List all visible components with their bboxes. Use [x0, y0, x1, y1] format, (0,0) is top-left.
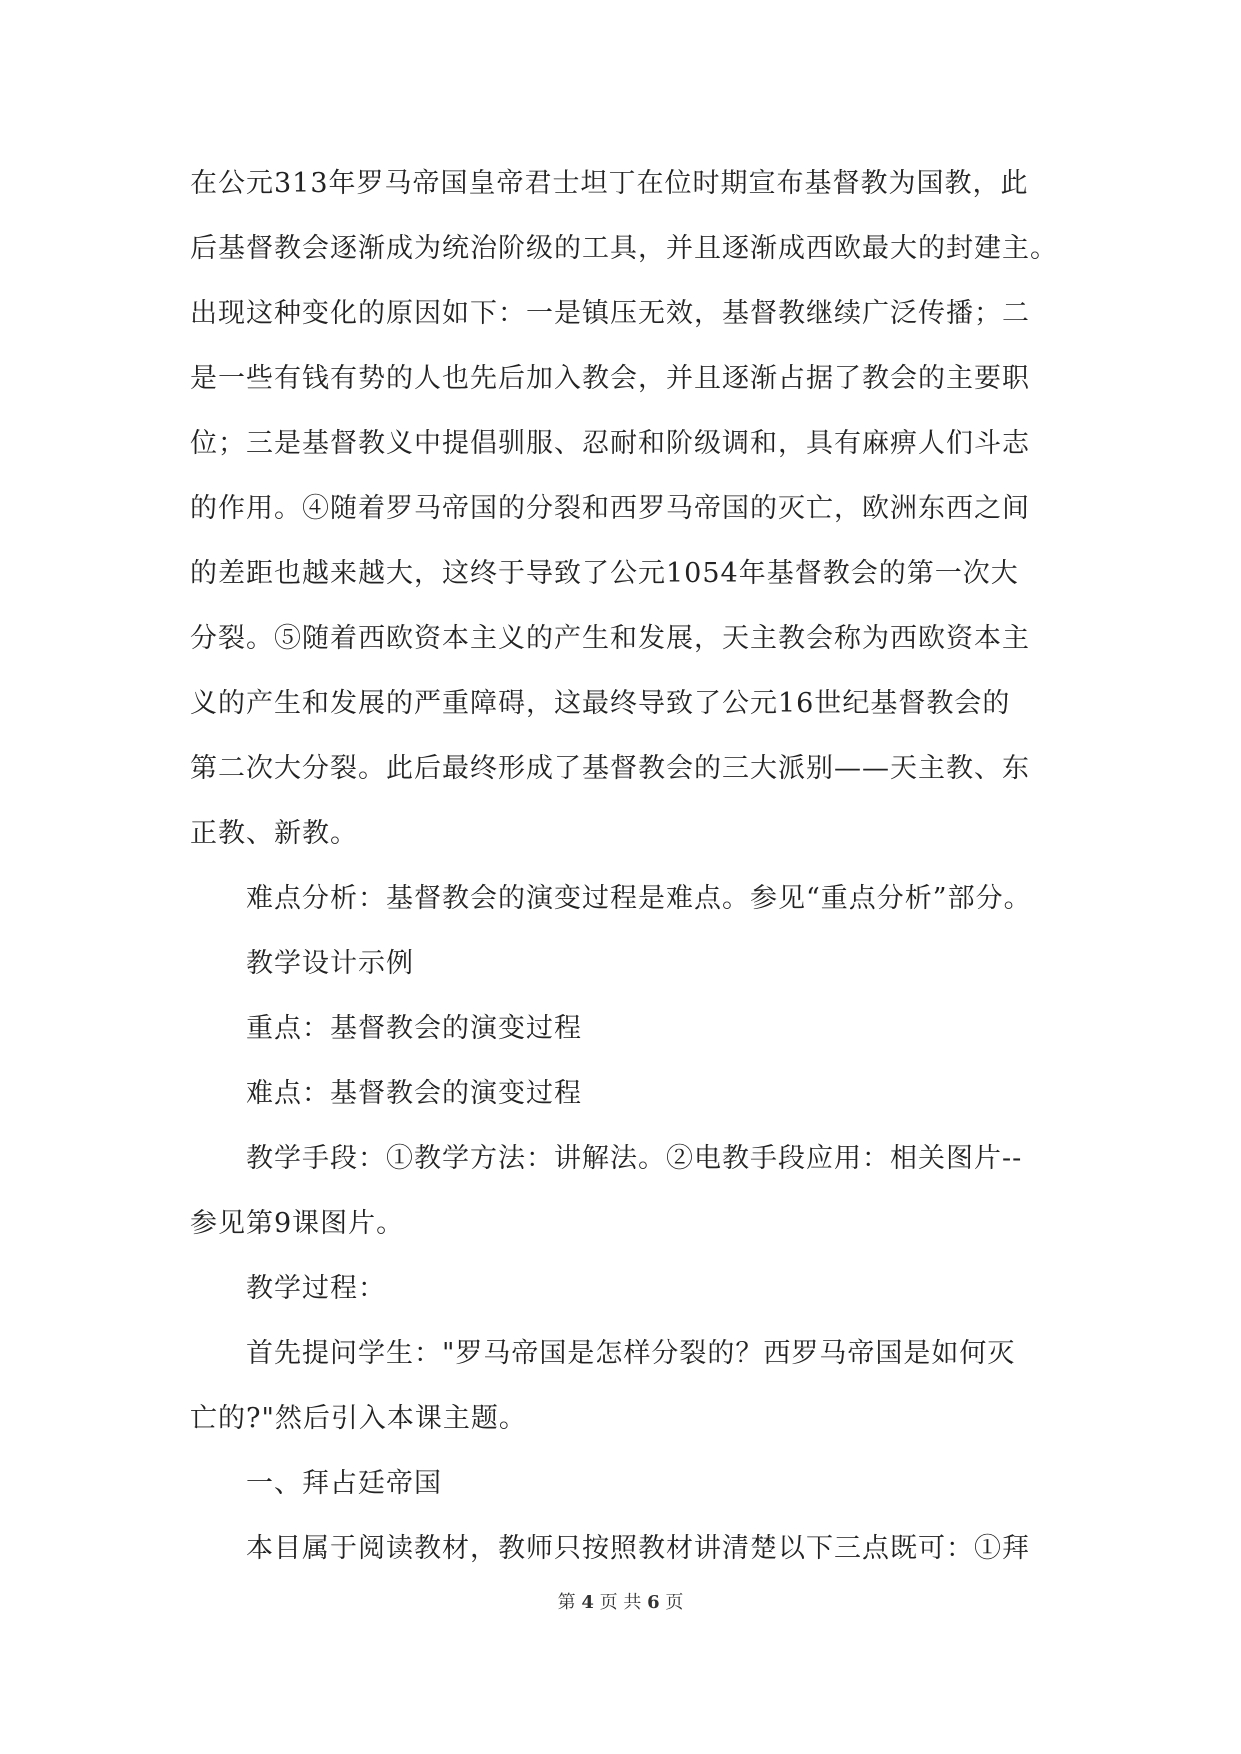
- paragraph-line: 义的产生和发展的严重障碍，这最终导致了公元16世纪基督教会的: [190, 688, 1011, 719]
- paragraph-line: 的作用。④随着罗马帝国的分裂和西罗马帝国的灭亡，欧洲东西之间: [190, 493, 1030, 524]
- paragraph-line: 本目属于阅读教材，教师只按照教材讲清楚以下三点既可：①拜: [246, 1533, 1030, 1564]
- paragraph-line: 在公元313年罗马帝国皇帝君士坦丁在位时期宣布基督教为国教，此: [190, 168, 1029, 199]
- footer-suffix: 页: [665, 1592, 684, 1613]
- paragraph-line: 的差距也越来越大，这终于导致了公元1054年基督教会的第一次大: [190, 558, 1019, 589]
- paragraph-line: 正教、新教。: [190, 818, 358, 849]
- difficulty-analysis-line: 难点分析：基督教会的演变过程是难点。参见“重点分析”部分。: [246, 883, 1032, 914]
- difficult-point-line: 难点：基督教会的演变过程: [246, 1078, 582, 1109]
- paragraph-line: 出现这种变化的原因如下：一是镇压无效，基督教继续广泛传播；二: [190, 298, 1030, 329]
- paragraph-line: 是一些有钱有势的人也先后加入教会，并且逐渐占据了教会的主要职: [190, 363, 1030, 394]
- document-body: [190, 160, 1058, 1590]
- paragraph-line: 参见第9课图片。: [190, 1208, 405, 1239]
- paragraph-line: 分裂。⑤随着西欧资本主义的产生和发展，天主教会称为西欧资本主: [190, 623, 1030, 654]
- section-heading: 教学设计示例: [246, 948, 414, 979]
- paragraph-line: 后基督教会逐渐成为统治阶级的工具，并且逐渐成西欧最大的封建主。: [190, 233, 1058, 264]
- subsection-heading: 一、拜占廷帝国: [246, 1468, 442, 1499]
- paragraph-line: 亡的?"然后引入本课主题。: [190, 1403, 527, 1434]
- total-page-number: 6: [647, 1592, 660, 1613]
- teaching-means-line: 教学手段：①教学方法：讲解法。②电教手段应用：相关图片--: [246, 1143, 1023, 1174]
- paragraph-line: 第二次大分裂。此后最终形成了基督教会的三大派别——天主教、东: [190, 753, 1030, 784]
- paragraph-line: 首先提问学生："罗马帝国是怎样分裂的？西罗马帝国是如何灭: [246, 1338, 1016, 1369]
- current-page-number: 4: [581, 1592, 594, 1613]
- key-point-line: 重点：基督教会的演变过程: [246, 1013, 582, 1044]
- paragraph-line: 位；三是基督教义中提倡驯服、忍耐和阶级调和，具有麻痹人们斗志: [190, 428, 1030, 459]
- teaching-process-heading: 教学过程：: [246, 1273, 386, 1304]
- page-footer: [0, 1588, 1241, 1614]
- footer-middle: 页 共: [599, 1592, 642, 1613]
- footer-prefix: 第: [557, 1592, 576, 1613]
